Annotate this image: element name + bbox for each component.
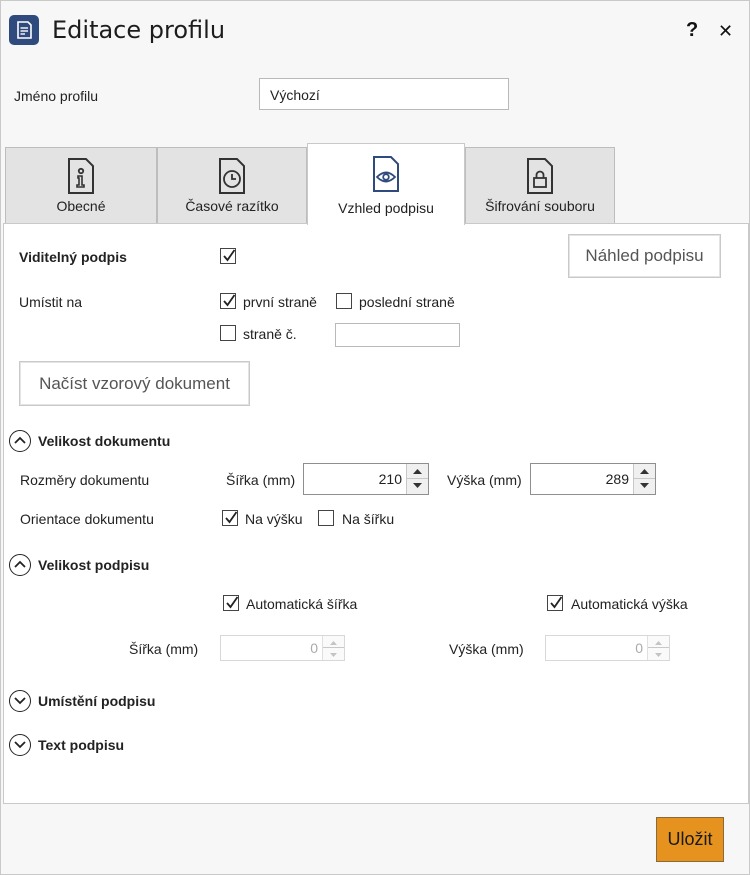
load-sample-document-button[interactable]: Načíst vzorový dokument bbox=[19, 361, 250, 406]
checkmark-icon bbox=[549, 596, 563, 610]
signature-text-expand-toggle[interactable] bbox=[9, 734, 31, 756]
save-button[interactable]: Uložit bbox=[656, 817, 724, 862]
document-width-decrement[interactable] bbox=[407, 479, 428, 494]
signature-text-section-title: Text podpisu bbox=[38, 737, 125, 753]
close-button[interactable]: ✕ bbox=[718, 21, 734, 41]
signature-position-expand-toggle[interactable] bbox=[9, 690, 31, 712]
signature-size-section-title: Velikost podpisu bbox=[38, 557, 150, 573]
visible-signature-checkbox[interactable] bbox=[220, 248, 236, 264]
document-eye-icon bbox=[370, 154, 402, 194]
signature-width-stepper[interactable] bbox=[220, 635, 345, 661]
document-size-section-title: Velikost dokumentu bbox=[38, 433, 171, 449]
signature-preview-button[interactable]: Náhled podpisu bbox=[568, 234, 721, 278]
landscape-checkbox[interactable] bbox=[318, 510, 334, 526]
place-on-label: Umístit na bbox=[19, 294, 83, 310]
tab-file-encryption-label: Šifrování souboru bbox=[485, 198, 595, 214]
document-height-label: Výška (mm) bbox=[447, 472, 522, 488]
page-number-input[interactable] bbox=[335, 323, 460, 347]
portrait-checkbox[interactable] bbox=[222, 510, 238, 526]
chevron-up-icon bbox=[14, 436, 26, 445]
document-height-stepper[interactable] bbox=[530, 463, 656, 495]
auto-height-checkbox[interactable] bbox=[547, 595, 563, 611]
window-title: Editace profilu bbox=[52, 16, 226, 44]
document-width-increment[interactable] bbox=[407, 464, 428, 479]
chevron-down-icon bbox=[14, 740, 26, 749]
page-number-label: straně č. bbox=[243, 326, 297, 342]
first-page-label: první straně bbox=[243, 294, 317, 310]
tab-signature-appearance[interactable] bbox=[307, 143, 465, 225]
document-dimensions-label: Rozměry dokumentu bbox=[20, 472, 150, 488]
signature-height-value: 0 bbox=[635, 640, 643, 656]
last-page-checkbox[interactable] bbox=[336, 293, 352, 309]
document-width-value: 210 bbox=[378, 471, 402, 487]
signature-height-label: Výška (mm) bbox=[449, 641, 524, 657]
tab-general[interactable] bbox=[5, 147, 157, 223]
document-lock-icon bbox=[524, 156, 556, 196]
triangle-down-icon bbox=[634, 479, 655, 494]
triangle-down-icon bbox=[407, 479, 428, 494]
triangle-down-icon bbox=[648, 649, 669, 661]
checkmark-icon bbox=[225, 596, 239, 610]
triangle-up-icon bbox=[407, 464, 428, 479]
tab-signature-appearance-label: Vzhled podpisu bbox=[338, 200, 434, 216]
triangle-up-icon bbox=[634, 464, 655, 479]
visible-signature-label: Viditelný podpis bbox=[19, 249, 127, 265]
signature-position-section-title: Umístění podpisu bbox=[38, 693, 156, 709]
document-height-value: 289 bbox=[605, 471, 629, 487]
page-number-checkbox[interactable] bbox=[220, 325, 236, 341]
last-page-label: poslední straně bbox=[359, 294, 455, 310]
document-height-increment[interactable] bbox=[634, 464, 655, 479]
tab-timestamp[interactable] bbox=[157, 147, 307, 223]
signature-height-stepper[interactable] bbox=[545, 635, 670, 661]
chevron-down-icon bbox=[14, 696, 26, 705]
dialog-footer bbox=[1, 804, 749, 874]
signature-width-label: Šířka (mm) bbox=[129, 641, 199, 657]
document-width-label: Šířka (mm) bbox=[226, 472, 296, 488]
tab-file-encryption[interactable] bbox=[465, 147, 615, 223]
help-button[interactable]: ? bbox=[686, 19, 699, 41]
auto-width-label: Automatická šířka bbox=[246, 596, 358, 612]
signature-width-value: 0 bbox=[310, 640, 318, 656]
tab-timestamp-label: Časové razítko bbox=[185, 198, 279, 214]
document-height-decrement[interactable] bbox=[634, 479, 655, 494]
document-clock-icon bbox=[216, 156, 248, 196]
auto-height-label: Automatická výška bbox=[571, 596, 688, 612]
tab-general-label: Obecné bbox=[56, 198, 106, 214]
signature-height-decrement[interactable] bbox=[648, 648, 669, 660]
document-width-stepper[interactable] bbox=[303, 463, 429, 495]
signature-width-decrement[interactable] bbox=[323, 648, 344, 660]
landscape-label: Na šířku bbox=[342, 511, 395, 527]
checkmark-icon bbox=[222, 249, 236, 263]
app-icon bbox=[9, 15, 39, 45]
document-orientation-label: Orientace dokumentu bbox=[20, 511, 154, 527]
profile-name-label: Jméno profilu bbox=[14, 88, 99, 104]
document-size-collapse-toggle[interactable] bbox=[9, 430, 31, 452]
signature-size-collapse-toggle[interactable] bbox=[9, 554, 31, 576]
profile-name-input[interactable]: Výchozí bbox=[259, 78, 509, 110]
signature-width-increment[interactable] bbox=[323, 636, 344, 648]
chevron-up-icon bbox=[14, 560, 26, 569]
document-info-icon bbox=[65, 156, 97, 196]
title-bar bbox=[1, 1, 749, 63]
checkmark-icon bbox=[222, 294, 236, 308]
signature-height-increment[interactable] bbox=[648, 636, 669, 648]
portrait-label: Na výšku bbox=[245, 511, 303, 527]
triangle-down-icon bbox=[323, 649, 344, 661]
first-page-checkbox[interactable] bbox=[220, 293, 236, 309]
checkmark-icon bbox=[224, 511, 238, 525]
auto-width-checkbox[interactable] bbox=[223, 595, 239, 611]
